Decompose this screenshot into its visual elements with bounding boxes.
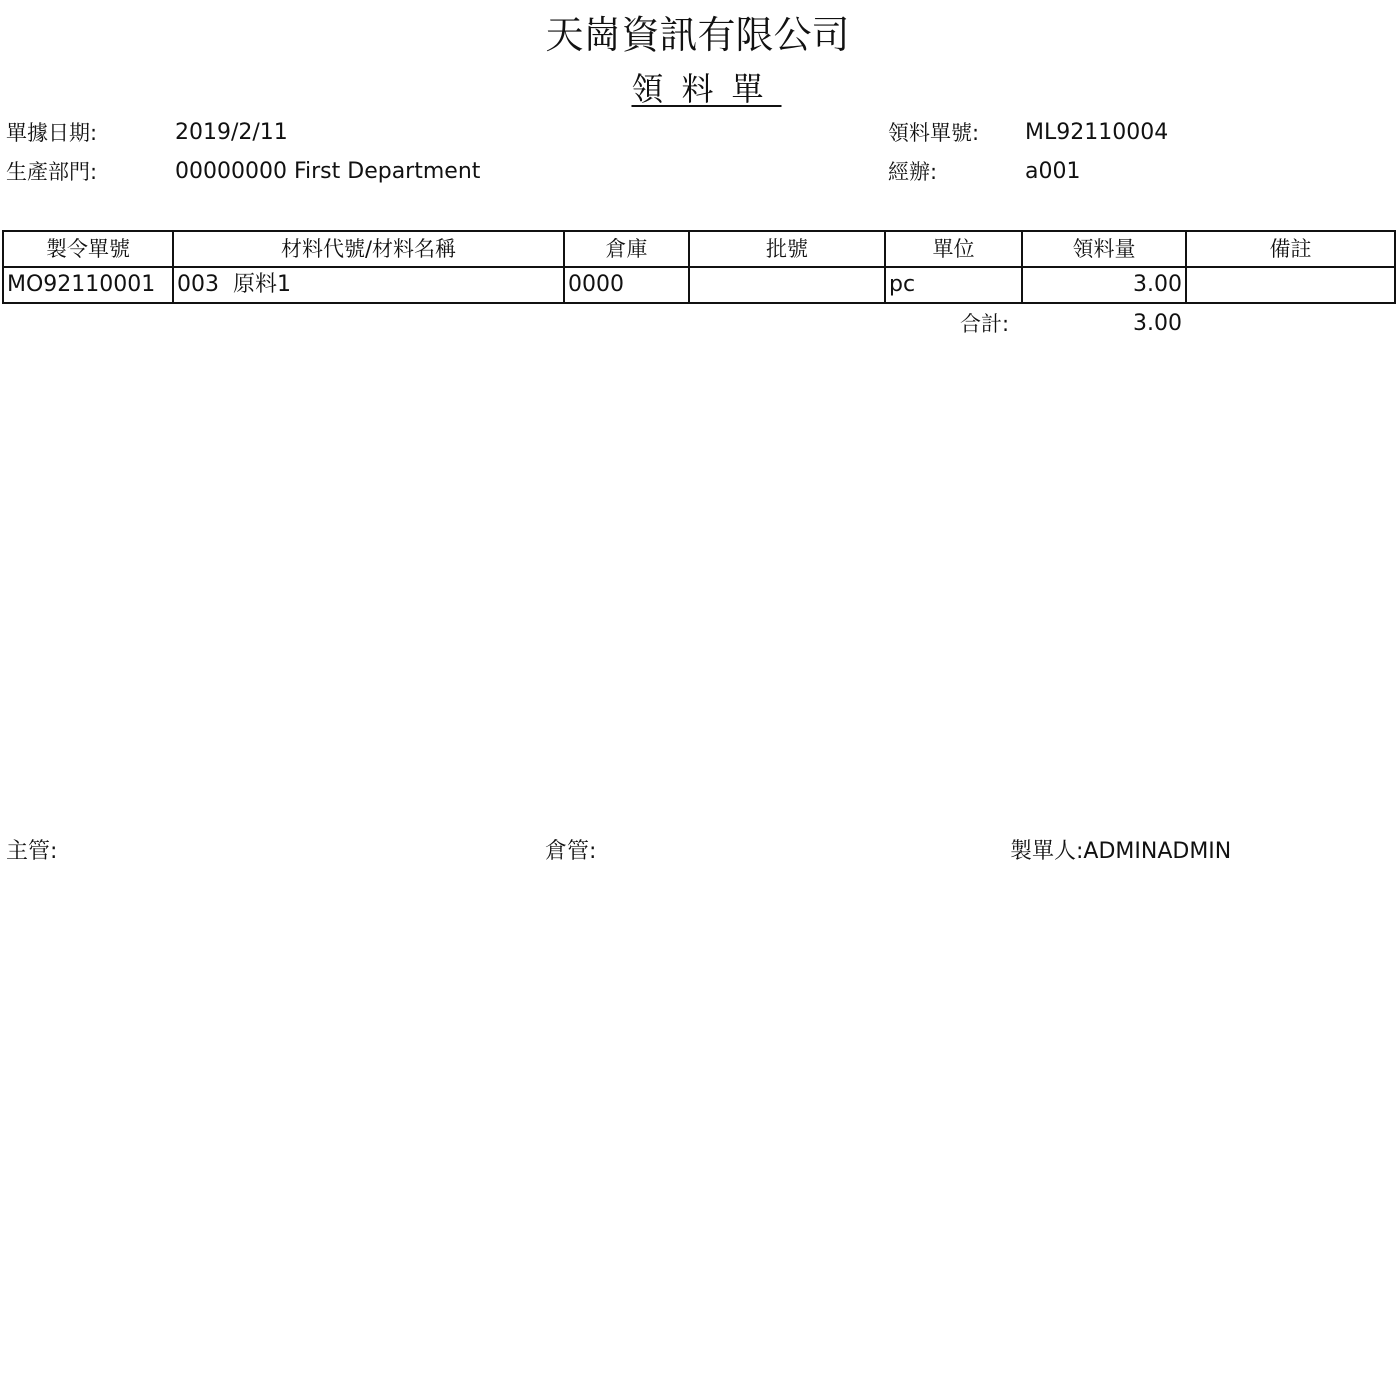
- supervisor-signature-label: 主管:: [6, 839, 58, 864]
- column-header-lot-no: 批號: [689, 231, 885, 267]
- total-label: 合計:: [960, 312, 1010, 336]
- doc-no-value: ML92110004: [1025, 120, 1169, 145]
- handler-value: a001: [1025, 159, 1081, 184]
- doc-date-value: 2019/2/11: [175, 120, 288, 145]
- column-header-remarks: 備註: [1186, 231, 1395, 267]
- column-header-mo-no: 製令單號: [3, 231, 173, 267]
- table-row: [3, 267, 1395, 303]
- document-title-text: 領料單: [631, 70, 782, 108]
- cell-material: 003 原料1: [173, 267, 564, 303]
- department-label: 生產部門:: [6, 160, 98, 184]
- column-header-unit: 單位: [885, 231, 1022, 267]
- column-header-material: 材料代號/材料名稱: [173, 231, 564, 267]
- column-header-quantity: 領料量: [1022, 231, 1186, 267]
- warehouse-keeper-signature-label: 倉管:: [545, 839, 597, 864]
- company-name: 天崗資訊有限公司: [545, 13, 850, 57]
- document-title: [0, 68, 1395, 110]
- materials-table: [2, 230, 1396, 304]
- cell-warehouse: 0000: [564, 267, 689, 303]
- table-header-row: [3, 231, 1395, 267]
- cell-lot-no: [689, 267, 885, 303]
- cell-quantity: 3.00: [1022, 267, 1186, 303]
- cell-unit: pc: [885, 267, 1022, 303]
- cell-remarks: [1186, 267, 1395, 303]
- doc-no-label: 領料單號:: [888, 121, 980, 145]
- handler-label: 經辦:: [888, 160, 938, 184]
- column-header-warehouse: 倉庫: [564, 231, 689, 267]
- preparer-label: 製單人:ADMINADMIN: [1010, 839, 1232, 864]
- doc-date-label: 單據日期:: [6, 121, 98, 145]
- department-value: 00000000 First Department: [175, 159, 481, 184]
- cell-mo-no: MO92110001: [3, 267, 173, 303]
- total-value: 3.00: [1133, 311, 1182, 336]
